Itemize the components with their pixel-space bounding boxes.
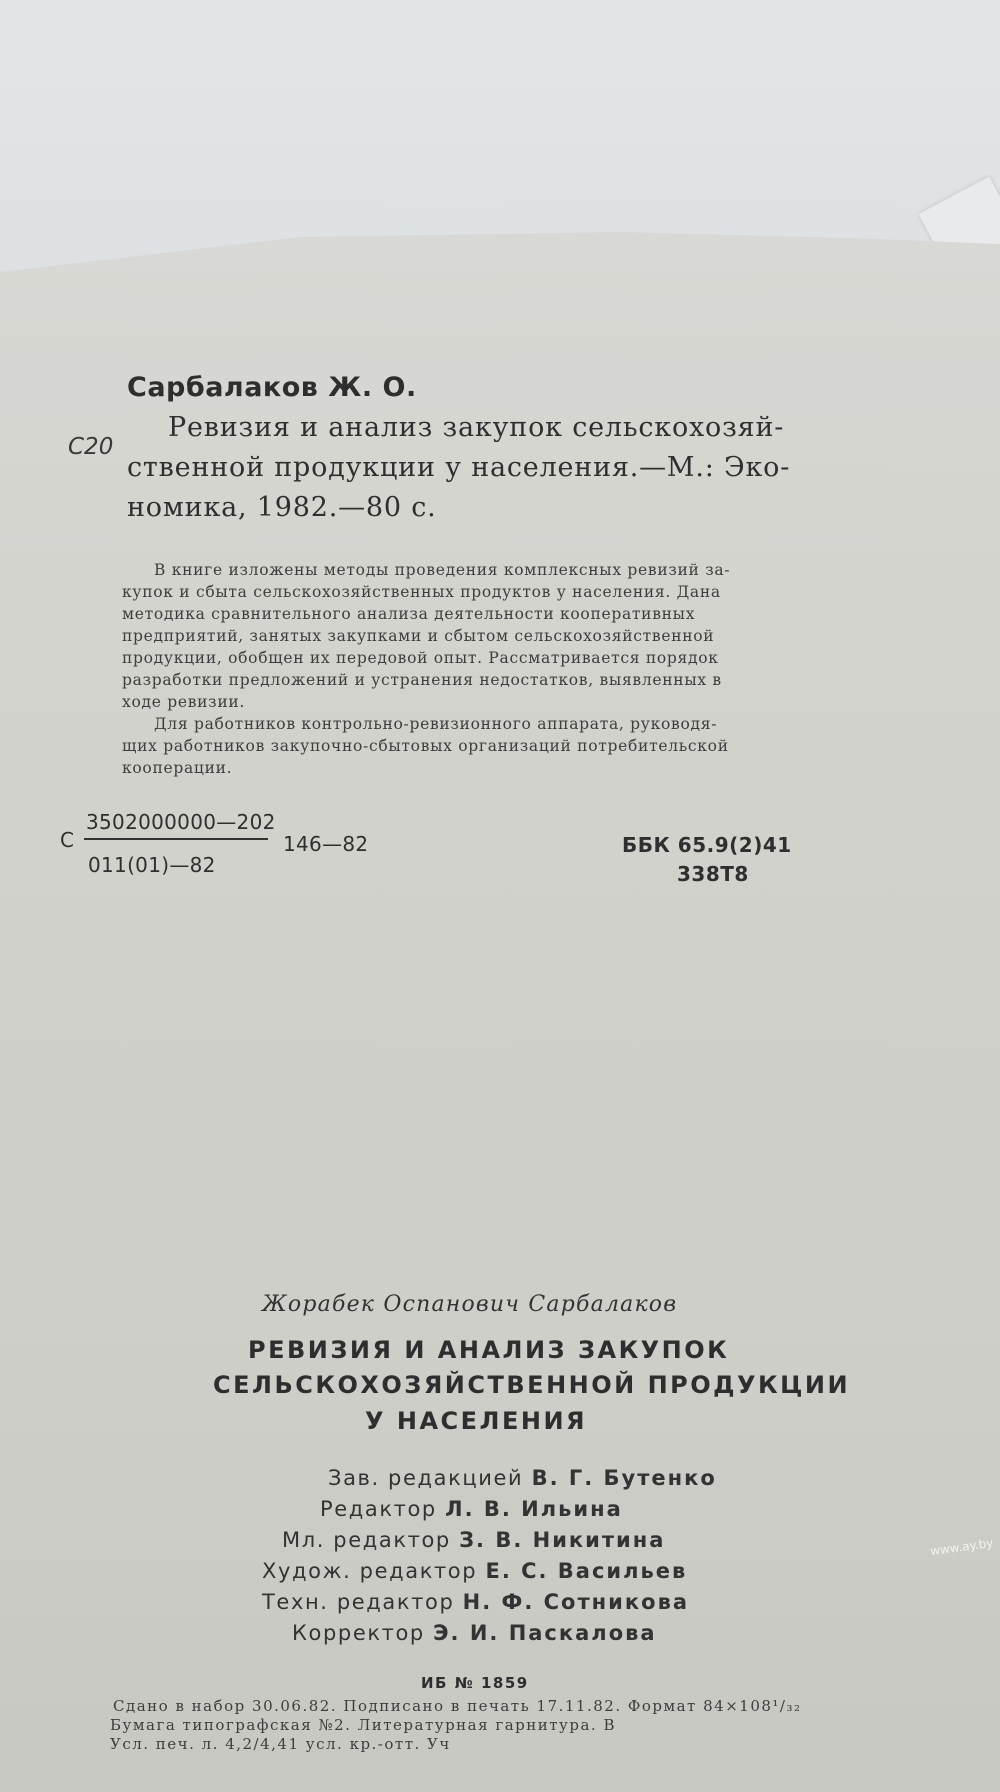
credit-name: Л. В. Ильина [445,1497,623,1521]
abstract-line: продукции, обобщен их передовой опыт. Рассматривается порядок [122,649,719,667]
full-author-name: Жорабек Оспанович Сарбалаков [262,1292,678,1317]
abstract-line: предприятий, занятых закупками и сбытом сельскохозяйственной [122,627,715,645]
credit-name: В. Г. Бутенко [531,1466,717,1490]
code-numerator: 3502000000—202 [86,810,276,834]
credit-name: Э. И. Паскалова [433,1621,657,1645]
credit-role: Техн. редактор [262,1590,455,1614]
code-denominator: 011(01)—82 [88,853,216,877]
udk-code: 338Т8 [677,862,749,886]
credit-role: Зав. редакцией [328,1466,524,1490]
fraction-bar [84,838,268,840]
bbk-code: ББК 65.9(2)41 [622,833,792,857]
credit-role: Редактор [320,1497,437,1521]
credit-line [282,1528,665,1552]
book-title-line: У НАСЕЛЕНИЯ [365,1407,588,1435]
credit-role: Мл. редактор [282,1528,451,1552]
abstract-line: ходе ревизии. [122,693,246,711]
abstract-line: В книге изложены методы проведения комплексных ревизий за- [154,561,731,579]
ib-number: ИБ № 1859 [421,1674,529,1692]
credit-line [262,1559,687,1583]
catalog-author: Сарбалаков Ж. О. [127,372,417,403]
abstract-line: Для работников контрольно-ревизионного аппарата, руководя- [154,715,718,733]
abstract-line: щих работников закупочно-сбытовых организаций потребительской [122,737,729,755]
abstract-line: методика сравнительного анализа деятельности кооперативных [122,605,696,623]
credit-name: Н. Ф. Сотникова [462,1590,690,1614]
credit-role: Худож. редактор [262,1559,478,1583]
credit-name: Е. С. Васильев [485,1559,688,1583]
catalog-entry-line: Ревизия и анализ закупок сельскохозяй- [168,412,785,443]
book-title-line: РЕВИЗИЯ И АНАЛИЗ ЗАКУПОК [248,1336,730,1364]
credit-line [328,1466,717,1490]
credit-name: З. В. Никитина [459,1528,666,1552]
code-prefix: С [60,828,75,852]
credit-role: Корректор [292,1621,425,1645]
credit-line [262,1590,689,1614]
catalog-index: С20 [68,434,114,460]
abstract-line: кооперации. [122,759,233,777]
abstract-line: разработки предложений и устранения недостатков, выявленных в [122,671,722,689]
print-details-line: Усл. печ. л. 4,2/4,41 усл. кр.-отт. Уч [110,1735,451,1753]
print-details-line: Бумага типографская №2. Литературная гарнитура. В [110,1716,616,1734]
book-title-line: СЕЛЬСКОХОЗЯЙСТВЕННОЙ ПРОДУКЦИИ [213,1371,851,1399]
watermark: www.ay.by [929,1535,995,1559]
code-suffix: 146—82 [283,832,369,856]
abstract-line: купок и сбыта сельскохозяйственных продуктов у населения. Дана [122,583,721,601]
credit-line [320,1497,623,1521]
print-details-line: Сдано в набор 30.06.82. Подписано в печать 17.11.82. Формат 84×108¹/₃₂ [113,1697,802,1715]
credit-line [292,1621,657,1645]
catalog-entry-line: номика, 1982.—80 с. [127,492,437,523]
catalog-entry-line: ственной продукции у населения.—М.: Эко- [127,452,791,483]
